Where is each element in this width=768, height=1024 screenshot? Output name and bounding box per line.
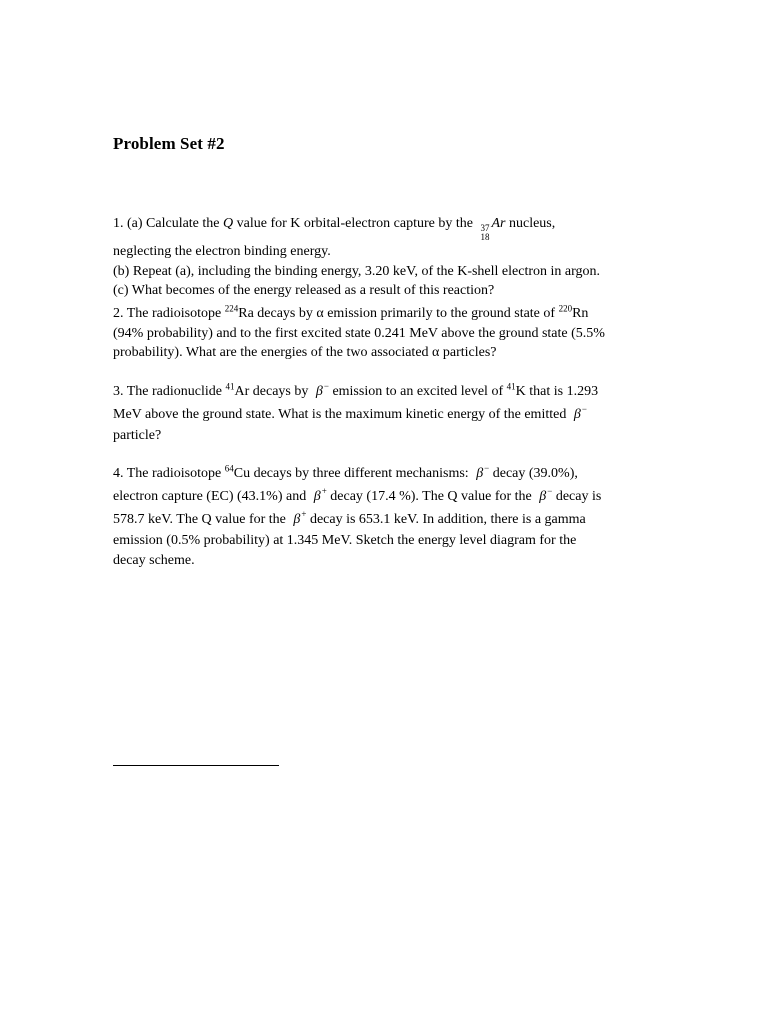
problem-4-line-5: decay scheme. — [113, 552, 195, 568]
charge-sign: + — [321, 486, 327, 497]
text-span: 4. The radioisotope — [113, 466, 225, 481]
beta-minus-symbol — [573, 404, 587, 422]
text-span: decay is — [552, 489, 602, 504]
problem-1-line-2: neglecting the electron binding energy. — [113, 244, 331, 259]
text-span: 578.7 keV. The Q value for the — [113, 512, 290, 527]
mass-number: 224 — [224, 303, 239, 314]
text-span: 3. The radionuclide — [113, 384, 226, 399]
problem-2-line-2: (94% probability) and to the first excited state 0.241 MeV above the ground state (5.5% — [113, 325, 605, 341]
beta-glyph: β — [573, 407, 581, 422]
problem-3-line-3: particle? — [113, 428, 162, 443]
argon-nuclide-notation — [480, 224, 489, 242]
atomic-number: 18 — [480, 232, 490, 242]
problem-4 — [113, 462, 658, 570]
text-span: Ar decays by — [234, 384, 312, 399]
text-span: value for K orbital-electron capture by the — [233, 216, 477, 231]
beta-glyph: β — [313, 489, 321, 504]
problem-2 — [113, 304, 658, 363]
problem-2-line-3: probability). What are the energies of the two associated α particles? — [113, 345, 497, 360]
beta-plus-symbol — [293, 509, 307, 527]
q-symbol: Q — [223, 216, 234, 231]
beta-minus-symbol — [476, 463, 490, 481]
problem-4-line-4: emission (0.5% probability) at 1.345 MeV. Sketch the energy level diagram for the — [113, 533, 577, 548]
mass-number: 220 — [558, 303, 573, 314]
mass-number: 41 — [225, 381, 235, 392]
problem-4-line-3 — [113, 508, 658, 531]
problem-1 — [113, 212, 658, 301]
charge-sign: + — [301, 509, 307, 520]
charge-sign: − — [547, 486, 553, 497]
text-span: Rn — [572, 306, 589, 321]
problem-3-line-2 — [113, 403, 658, 426]
text-span: 1. (a) Calculate the — [113, 216, 224, 231]
footnote-divider — [113, 765, 279, 766]
text-span: decay (39.0%), — [489, 466, 578, 481]
charge-sign: − — [323, 381, 329, 392]
text-span: emission to an excited level of — [332, 384, 507, 399]
page-title: Problem Set #2 — [113, 134, 225, 153]
text-span: decay is 653.1 keV. In addition, there is a gamma — [306, 512, 586, 527]
problem-1-line-1 — [113, 212, 658, 242]
text-span: Cu decays by three different mechanisms: — [233, 466, 473, 481]
beta-minus-symbol — [539, 486, 553, 504]
element-symbol: Ar — [491, 216, 506, 231]
text-span: K that is 1.293 — [515, 384, 599, 399]
charge-sign: − — [581, 404, 587, 415]
text-span: Ra decays by α emission primarily to the ground state of — [238, 306, 559, 321]
problem-4-line-2 — [113, 485, 658, 508]
text-span: decay (17.4 %). The Q value for the — [326, 489, 536, 504]
mass-number: 64 — [224, 463, 234, 474]
beta-plus-symbol — [313, 486, 327, 504]
beta-glyph: β — [315, 384, 323, 399]
beta-glyph: β — [476, 466, 484, 481]
text-span: 2. The radioisotope — [113, 306, 225, 321]
text-span: nucleus, — [505, 216, 556, 231]
problem-1-part-b: (b) Repeat (a), including the binding energy, 3.20 keV, of the K-shell electron in argon. — [113, 263, 601, 279]
mass-number: 37 — [480, 223, 490, 233]
beta-glyph: β — [539, 489, 547, 504]
problem-3-line-1 — [113, 380, 658, 403]
problem-4-line-1 — [113, 462, 658, 485]
problem-3 — [113, 380, 658, 446]
text-span: electron capture (EC) (43.1%) and — [113, 489, 310, 504]
problem-1-part-c: (c) What becomes of the energy released as a result of this reaction? — [113, 283, 495, 298]
charge-sign: − — [484, 463, 490, 474]
mass-number: 41 — [506, 381, 516, 392]
beta-minus-symbol — [315, 381, 329, 399]
beta-glyph: β — [293, 512, 301, 527]
problem-2-line-1 — [113, 304, 658, 324]
text-span: MeV above the ground state. What is the maximum kinetic energy of the emitted — [113, 407, 570, 422]
